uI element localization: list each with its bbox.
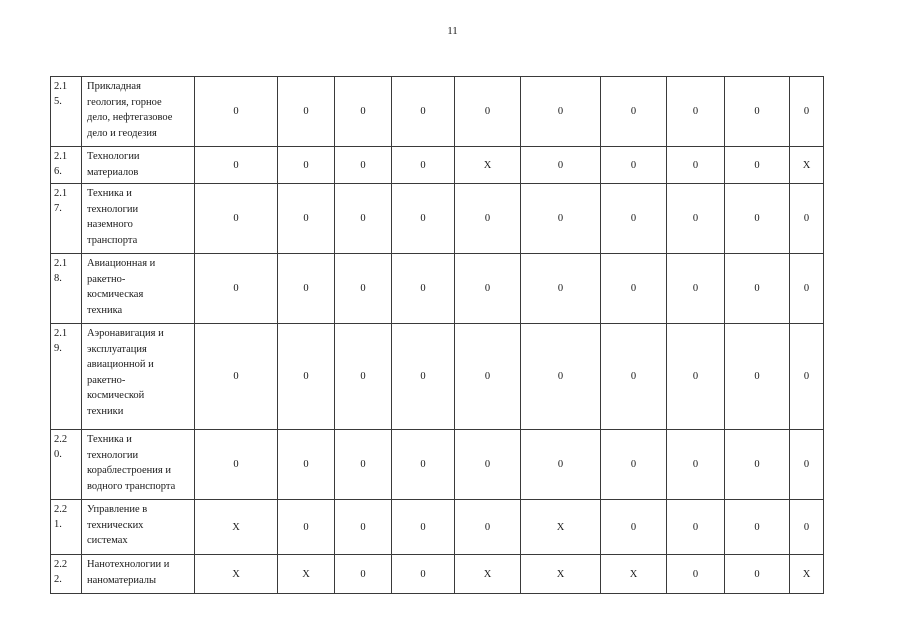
value-cell: 0	[667, 147, 725, 184]
value-cell: 0	[667, 184, 725, 254]
value-cell: 0	[195, 430, 278, 500]
value-cell: 0	[725, 254, 790, 324]
table-body	[51, 77, 824, 594]
value-cell: 0	[455, 184, 521, 254]
table-row	[51, 77, 824, 147]
row-name-line: техника	[87, 304, 123, 316]
classification-table	[50, 76, 824, 594]
table-row	[51, 147, 824, 184]
row-code-line: 5.	[54, 96, 62, 107]
table-row	[51, 324, 824, 430]
table-row	[51, 254, 824, 324]
page-number: 11	[447, 25, 458, 37]
value-cell: 0	[601, 147, 667, 184]
value-cell: 0	[278, 184, 335, 254]
value-cell: 0	[278, 324, 335, 430]
row-name	[82, 500, 195, 555]
value-cell: 0	[790, 77, 824, 147]
row-name-line: транспорта	[87, 234, 138, 246]
row-name-line: авиационной и	[87, 359, 154, 370]
value-cell: 0	[725, 184, 790, 254]
row-name-line: водного транспорта	[87, 480, 176, 492]
value-cell: 0	[601, 430, 667, 500]
value-cell: 0	[335, 254, 392, 324]
value-cell: 0	[392, 77, 455, 147]
row-name-line: системах	[87, 535, 128, 546]
row-code	[51, 184, 82, 254]
row-name-line: Прикладная	[87, 81, 141, 92]
value-cell: 0	[455, 254, 521, 324]
value-cell: 0	[392, 254, 455, 324]
value-cell: 0	[335, 147, 392, 184]
value-cell: 0	[725, 555, 790, 594]
row-code-line: 8.	[54, 273, 62, 284]
value-cell: 0	[521, 430, 601, 500]
row-code-line: 7.	[54, 203, 62, 214]
row-code-line: 2.2	[54, 504, 68, 515]
row-code-line: 2.1	[54, 151, 68, 162]
row-code	[51, 430, 82, 500]
row-code-line: 1.	[54, 519, 62, 530]
value-cell: X	[195, 500, 278, 555]
value-cell: 0	[725, 324, 790, 430]
row-name	[82, 184, 195, 254]
row-code-line: 6.	[54, 166, 62, 177]
row-code-line: 2.1	[54, 328, 68, 339]
row-name-line: Нанотехнологии и	[87, 559, 170, 570]
row-name	[82, 555, 195, 594]
value-cell: 0	[521, 184, 601, 254]
row-code-line: 2.1	[54, 258, 68, 269]
row-name	[82, 430, 195, 500]
value-cell: 0	[601, 254, 667, 324]
value-cell: 0	[601, 77, 667, 147]
value-cell: 0	[335, 324, 392, 430]
row-name-line: Управление в	[87, 504, 148, 515]
row-code	[51, 77, 82, 147]
value-cell: 0	[392, 324, 455, 430]
table-row	[51, 555, 824, 594]
value-cell: 0	[521, 324, 601, 430]
row-code-line: 2.1	[54, 188, 68, 199]
value-cell: 0	[667, 324, 725, 430]
value-cell: 0	[790, 184, 824, 254]
value-cell: 0	[392, 500, 455, 555]
row-name-line: эксплуатация	[87, 343, 147, 355]
value-cell: 0	[725, 430, 790, 500]
value-cell: 0	[725, 500, 790, 555]
row-name-line: ракетно-	[87, 374, 126, 386]
row-name	[82, 77, 195, 147]
row-code	[51, 324, 82, 430]
value-cell: 0	[455, 324, 521, 430]
row-name	[82, 254, 195, 324]
value-cell: 0	[521, 77, 601, 147]
value-cell: 0	[278, 77, 335, 147]
value-cell: 0	[601, 184, 667, 254]
row-code	[51, 500, 82, 555]
value-cell: 0	[278, 254, 335, 324]
value-cell: 0	[455, 77, 521, 147]
value-cell: 0	[195, 147, 278, 184]
row-name-line: Техника и	[87, 434, 132, 445]
value-cell: X	[601, 555, 667, 594]
row-name-line: Аэронавигация и	[87, 328, 164, 339]
value-cell: X	[521, 500, 601, 555]
value-cell: 0	[725, 77, 790, 147]
value-cell: X	[455, 555, 521, 594]
value-cell: 0	[392, 184, 455, 254]
value-cell: 0	[521, 147, 601, 184]
row-name-line: технических	[87, 519, 144, 531]
row-name-line: ракетно-	[87, 273, 126, 285]
value-cell: 0	[455, 500, 521, 555]
value-cell: 0	[790, 324, 824, 430]
value-cell: 0	[335, 77, 392, 147]
table-row	[51, 430, 824, 500]
row-name-line: космическая	[87, 289, 144, 300]
value-cell: 0	[195, 254, 278, 324]
value-cell: 0	[195, 184, 278, 254]
value-cell: X	[278, 555, 335, 594]
row-name-line: технологии	[87, 203, 139, 215]
row-name-line: наноматериалы	[87, 574, 157, 586]
row-name-line: материалов	[87, 166, 139, 178]
value-cell: 0	[601, 500, 667, 555]
value-cell: 0	[521, 254, 601, 324]
value-cell: 0	[195, 324, 278, 430]
row-code-line: 2.2	[54, 559, 68, 570]
value-cell: 0	[278, 147, 335, 184]
row-code-line: 2.2	[54, 434, 68, 445]
value-cell: 0	[335, 555, 392, 594]
value-cell: 0	[725, 147, 790, 184]
row-name	[82, 324, 195, 430]
value-cell: 0	[195, 77, 278, 147]
row-name-line: дело, нефтегазовое	[87, 112, 173, 123]
value-cell: 0	[335, 430, 392, 500]
value-cell: 0	[790, 430, 824, 500]
row-code-line: 0.	[54, 449, 62, 460]
value-cell: 0	[667, 500, 725, 555]
value-cell: 0	[667, 430, 725, 500]
row-name	[82, 147, 195, 184]
value-cell: 0	[667, 254, 725, 324]
value-cell: 0	[335, 500, 392, 555]
value-cell: 0	[790, 500, 824, 555]
value-cell: 0	[392, 555, 455, 594]
row-name-line: наземного	[87, 219, 133, 230]
value-cell: 0	[790, 254, 824, 324]
value-cell: X	[790, 147, 824, 184]
value-cell: 0	[335, 184, 392, 254]
row-code	[51, 555, 82, 594]
row-name-line: Авиационная и	[87, 258, 156, 269]
row-code-line: 9.	[54, 343, 62, 354]
table-row	[51, 500, 824, 555]
row-code	[51, 147, 82, 184]
value-cell: 0	[392, 147, 455, 184]
value-cell: X	[195, 555, 278, 594]
value-cell: X	[455, 147, 521, 184]
row-name-line: Техника и	[87, 188, 132, 199]
value-cell: 0	[667, 77, 725, 147]
row-name-line: технологии	[87, 449, 139, 461]
row-code	[51, 254, 82, 324]
row-code-line: 2.	[54, 574, 62, 585]
row-name-line: кораблестроения и	[87, 465, 171, 476]
value-cell: 0	[392, 430, 455, 500]
row-name-line: геология, горное	[87, 96, 162, 108]
row-code-line: 2.1	[54, 81, 68, 92]
value-cell: 0	[278, 500, 335, 555]
value-cell: X	[790, 555, 824, 594]
value-cell: X	[521, 555, 601, 594]
row-name-line: техники	[87, 405, 124, 417]
value-cell: 0	[601, 324, 667, 430]
row-name-line: космической	[87, 390, 145, 401]
row-name-line: Технологии	[87, 151, 140, 162]
value-cell: 0	[455, 430, 521, 500]
value-cell: 0	[278, 430, 335, 500]
row-name-line: дело и геодезия	[87, 127, 157, 139]
value-cell: 0	[667, 555, 725, 594]
table-row	[51, 184, 824, 254]
